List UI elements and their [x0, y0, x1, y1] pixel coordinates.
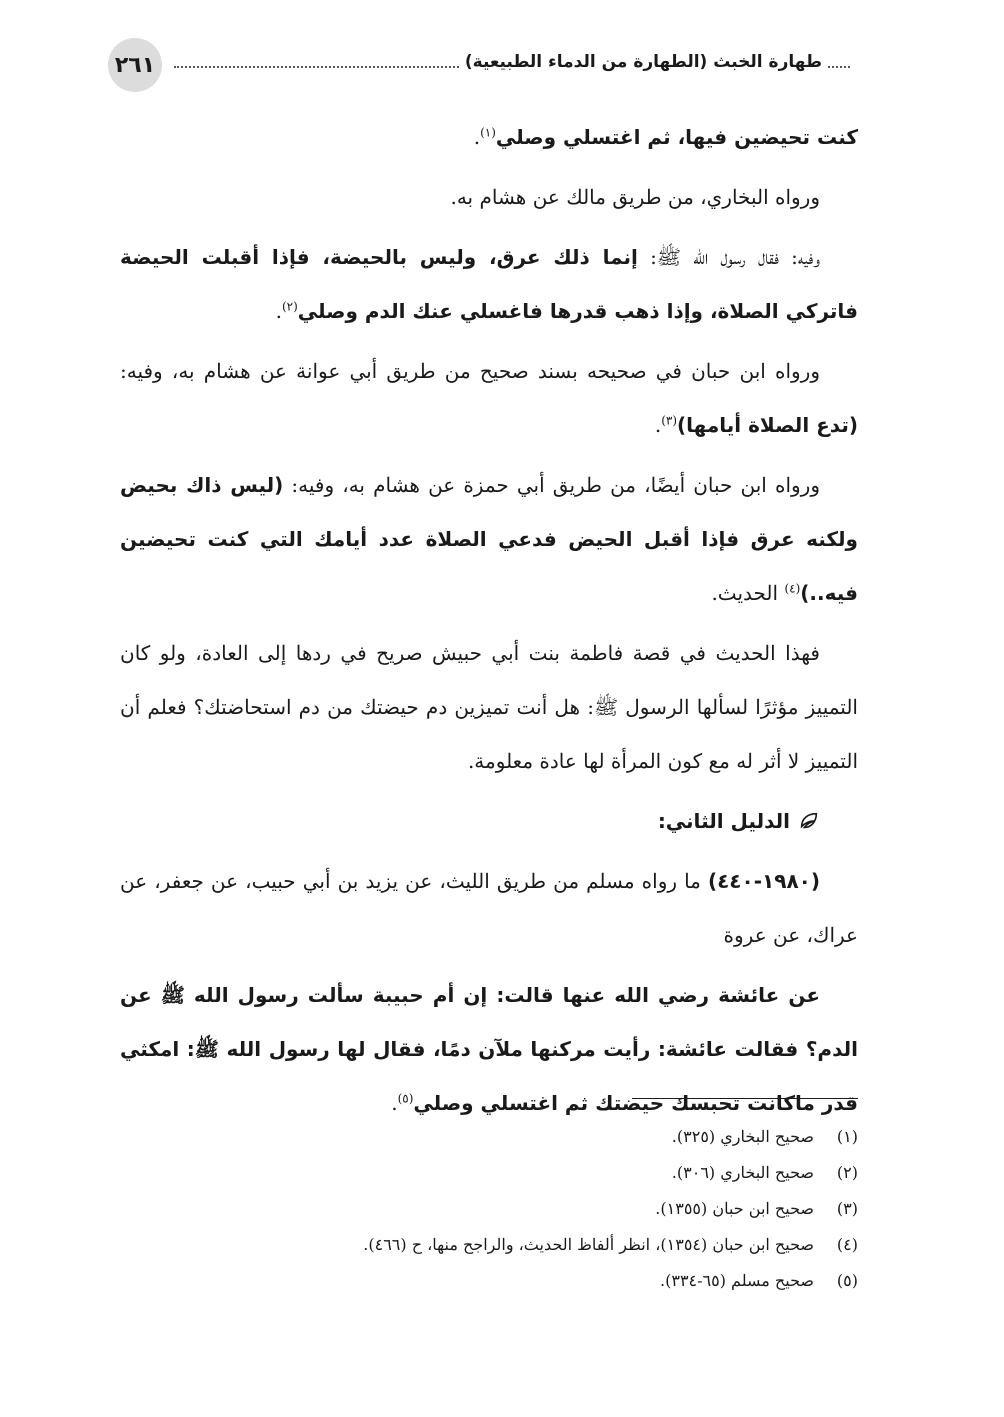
- footnote-item: [120, 1226, 858, 1262]
- footnote-text: صحيح مسلم (٦٥-٣٣٤).: [660, 1270, 814, 1290]
- paragraph-4: [120, 344, 858, 452]
- footnote-item: [120, 1262, 858, 1298]
- footnote-item: [120, 1154, 858, 1190]
- leader-dots-right: [828, 66, 850, 68]
- paragraph-4-lead: ورواه ابن حبان في صحيحه بسند صحيح من طريق أبي عوانة عن هشام به، وفيه:: [120, 359, 820, 383]
- running-title-row: [174, 52, 850, 72]
- paragraph-1-tail: .: [473, 125, 481, 149]
- footnote-ref-3: (٣): [661, 413, 678, 428]
- footnote-item: [120, 1118, 858, 1154]
- footnote-ref-4: (٤): [784, 581, 801, 596]
- paragraph-3: [120, 230, 858, 338]
- footnote-ref-5: (٥): [397, 1091, 414, 1106]
- paragraph-7-text: ما رواه مسلم من طريق الليث، عن يزيد بن أبي حبيب، عن جعفر، عن عراك، عن عروة: [120, 869, 858, 947]
- hadith-text-5: (ليس ذاك بحيض ولكنه عرق فإذا أقبل الحيض فدعي الصلاة عدد أيامك التي كنت تحيضين فيه..): [120, 473, 858, 605]
- footnotes: [120, 1118, 858, 1298]
- footnote-text: صحيح ابن حبان (١٣٥٤)، انظر ألفاظ الحديث، والراجح منها، ح (٤٦٦).: [363, 1234, 814, 1254]
- paragraph-3-lead: وفيه: فقال رسول الله ﷺ:: [637, 245, 821, 269]
- paragraph-1: [120, 110, 858, 164]
- page-number: ٢٦١: [114, 52, 156, 78]
- paragraph-2: ورواه البخاري، من طريق مالك عن هشام به.: [450, 185, 820, 209]
- hadith-text-8: عن عائشة رضي الله عنها قالت: إن أم حبيبة سألت رسول الله ﷺ عن الدم؟ فقالت عائشة: رأيت مركنها ملآن دمًا، فقال لها رسول الله ﷺ: امكثي قدر ماكانت تحبسك حيضتك ثم اغتسلي وصلي: [120, 983, 858, 1115]
- hadith-text-4: (تدع الصلاة أيامها): [677, 413, 858, 437]
- paragraph-3-tail: .: [275, 299, 282, 323]
- footnote-number: (٤): [836, 1234, 858, 1254]
- page-header: [108, 38, 850, 96]
- footnote-text: صحيح البخاري (٣٠٦).: [671, 1162, 814, 1182]
- paragraph-5-tail: الحديث.: [711, 581, 785, 605]
- paragraph-6: فهذا الحديث في قصة فاطمة بنت أبي حبيش صريح في ردها إلى العادة، ولو كان التمييز مؤثرًا لسألها الرسول ﷺ: هل أنت تميزين دم حيضتك من دم استحاضتك؟ فعلم أن التمييز لا أثر له مع كون المرأة لها عادة معلومة.: [120, 641, 858, 773]
- section-heading-text: الدليل الثاني:: [657, 809, 790, 833]
- leaf-ornament-icon: [798, 810, 820, 832]
- hadith-number: (١٩٨٠-٤٤٠): [707, 869, 820, 893]
- running-title: طهارة الخبث (الطهارة من الدماء الطبيعية): [464, 52, 822, 72]
- paragraph-8-tail: .: [391, 1091, 398, 1115]
- hadith-text-1: كنت تحيضين فيها، ثم اغتسلي وصلي: [495, 125, 858, 149]
- section-heading: [120, 794, 858, 848]
- footnote-item: [120, 1190, 858, 1226]
- paragraph-8: [120, 968, 858, 1130]
- page-number-badge: [108, 38, 162, 92]
- main-text: [120, 110, 858, 1136]
- footnote-number: (٥): [836, 1270, 858, 1290]
- footnote-text: صحيح البخاري (٣٢٥).: [671, 1126, 814, 1146]
- hadith-text-3: إنما ذلك عرق، وليس بالحيضة، فإذا أقبلت الحيضة فاتركي الصلاة، وإذا ذهب قدرها فاغسلي عنك الدم وصلي: [120, 245, 858, 323]
- footnote-number: (١): [836, 1126, 858, 1146]
- footnote-text: صحيح ابن حبان (١٣٥٥).: [655, 1198, 814, 1218]
- footnote-number: (٣): [836, 1198, 858, 1218]
- footnote-ref-1: (١): [480, 125, 496, 140]
- paragraph-5-lead: ورواه ابن حبان أيضًا، من طريق أبي حمزة عن هشام به، وفيه:: [283, 473, 820, 497]
- footnote-number: (٢): [836, 1162, 858, 1182]
- leader-dots-left: [174, 66, 459, 68]
- paragraph-4-tail: .: [654, 413, 662, 437]
- paragraph-5: [120, 458, 858, 620]
- footnote-ref-2: (٢): [281, 299, 298, 314]
- footnote-separator: [632, 1098, 858, 1099]
- paragraph-7: [120, 854, 858, 962]
